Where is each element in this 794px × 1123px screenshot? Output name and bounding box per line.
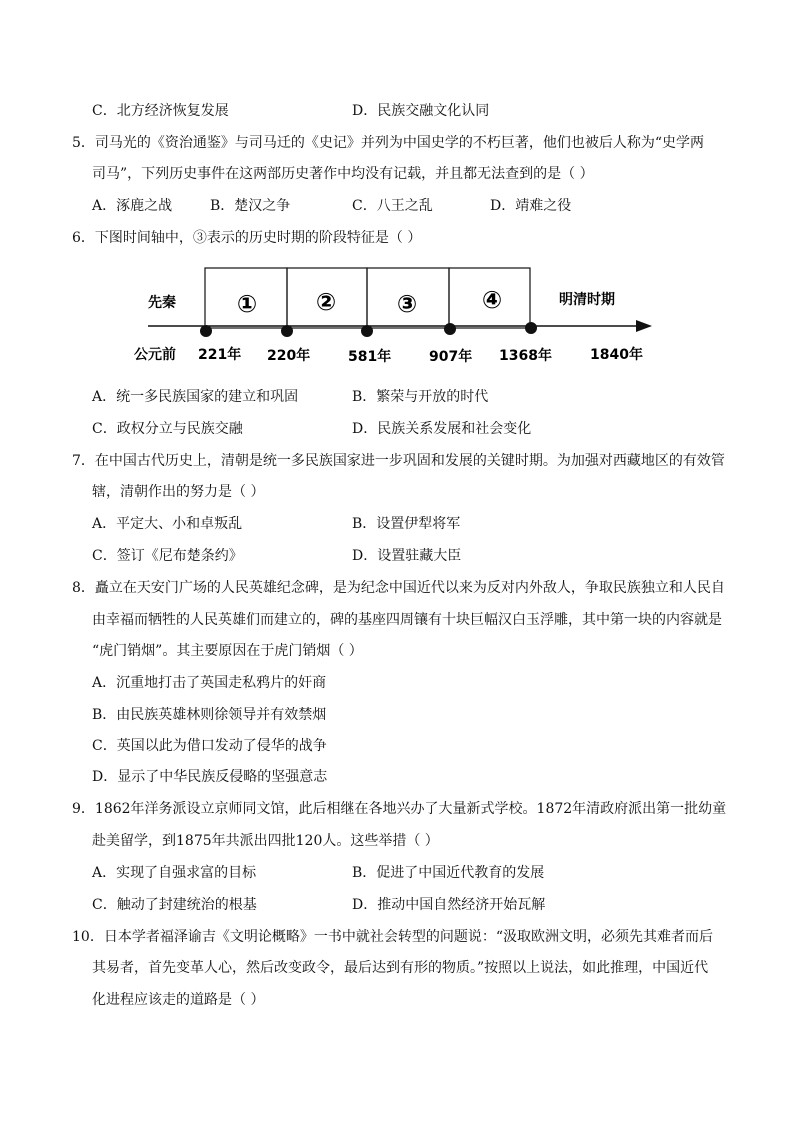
q5-stem-line2: 司马”，下列历史事件在这两部历史著作中均没有记载，并且都无法查到的是（ ） [92,166,594,182]
q6-option-c[interactable]: C．政权分立与民族交融 [92,421,243,437]
q9-option-a[interactable]: A．实现了自强求富的目标 [92,865,257,881]
q5-option-b[interactable]: B．楚汉之争 [210,198,291,214]
q10-stem-line1: 10．日本学者福泽谕吉《文明论概略》一书中就社会转型的问题说：“汲取欧洲文明，必须先其难者而后 [72,929,713,945]
timeline-box-label-4: ④ [481,286,503,314]
timeline-date-1368: 1368年 [499,348,552,364]
q5-stem-line1: 5．司马光的《资治通鉴》与司马迁的《史记》并列为中国史学的不朽巨著，他们也被后人称为“史学两 [72,135,705,151]
timeline-date-bc: 公元前 [134,347,176,363]
timeline-date-1840: 1840年 [590,347,643,363]
q8-stem-line3: “虎门销烟”。其主要原因在于虎门销烟（ ） [92,643,363,659]
timeline-date-220: 220年 [267,348,311,364]
timeline-dot-581 [361,325,373,337]
q7-option-b[interactable]: B．设置伊犁将军 [352,516,461,532]
timeline-arrow-icon [636,320,652,332]
q8-stem-line2: 由幸福而牺牲的人民英雄们而建立的，碑的基座四周镶有十块巨幅汉白玉浮雕，其中第一块的内容就是 [92,612,722,628]
q5-option-c[interactable]: C．八王之乱 [352,198,433,214]
q9-option-d[interactable]: D．推动中国自然经济开始瓦解 [352,897,546,913]
q6-option-a[interactable]: A．统一多民族国家的建立和巩固 [92,389,299,405]
timeline-dot-1368 [525,322,537,334]
q7-option-a[interactable]: A．平定大、小和卓叛乱 [92,516,243,532]
q8-option-d[interactable]: D．显示了中华民族反侵略的坚强意志 [92,769,328,785]
timeline-box-label-1: ① [236,290,258,318]
timeline-box-label-3: ③ [396,290,418,318]
timeline-diagram [130,262,670,372]
q8-option-c[interactable]: C．英国以此为借口发动了侵华的战争 [92,738,327,754]
q9-option-b[interactable]: B．促进了中国近代教育的发展 [352,865,545,881]
timeline-box-label-2: ② [315,288,337,316]
timeline-right-label: 明清时期 [559,292,615,308]
q4-option-d[interactable]: D．民族交融文化认同 [352,103,490,119]
timeline-date-581: 581年 [348,349,392,365]
q10-stem-line3: 化进程应该走的道路是（ ） [92,992,265,1008]
q7-option-d[interactable]: D．设置驻藏大臣 [352,548,462,564]
q10-stem-line2: 其易者，首先变革人心，然后改变政令，最后达到有形的物质。”按照以上说法，如此推理，中国近代 [92,960,709,976]
timeline-dot-220 [281,325,293,337]
q5-option-a[interactable]: A．涿鹿之战 [92,198,173,214]
timeline-dot-221 [200,325,212,337]
q4-option-c[interactable]: C．北方经济恢复发展 [92,103,229,119]
q7-option-c[interactable]: C．签订《尼布楚条约》 [92,548,243,564]
q6-option-d[interactable]: D．民族关系发展和社会变化 [352,421,532,437]
q6-option-b[interactable]: B．繁荣与开放的时代 [352,389,489,405]
q7-stem-line2: 辖，清朝作出的努力是（ ） [92,484,265,500]
q8-stem-line1: 8．矗立在天安门广场的人民英雄纪念碑，是为纪念中国近代以来为反对内外敌人，争取民族独立和人民自 [72,580,725,596]
timeline-left-label: 先秦 [148,295,176,311]
timeline-date-907: 907年 [429,349,473,365]
timeline-date-221: 221年 [198,347,242,363]
q5-option-d[interactable]: D．靖难之役 [490,198,572,214]
q9-stem-line2: 赴美留学，到1875年共派出四批120人。这些举措（ ） [92,833,439,849]
timeline-dot-907 [444,323,456,335]
q8-option-a[interactable]: A．沉重地打击了英国走私鸦片的奸商 [92,675,327,691]
q9-stem-line1: 9．1862年洋务派设立京师同文馆，此后相继在各地兴办了大量新式学校。1872年清政府派出第一批幼童 [72,801,727,817]
q8-option-b[interactable]: B．由民族英雄林则徐领导并有效禁烟 [92,707,327,723]
q9-option-c[interactable]: C．触动了封建统治的根基 [92,897,257,913]
q7-stem-line1: 7．在中国古代历史上，清朝是统一多民族国家进一步巩固和发展的关键时期。为加强对西藏地区的有效管 [72,453,725,469]
q6-stem-line1: 6．下图时间轴中，③表示的历史时期的阶段特征是（ ） [72,230,422,246]
